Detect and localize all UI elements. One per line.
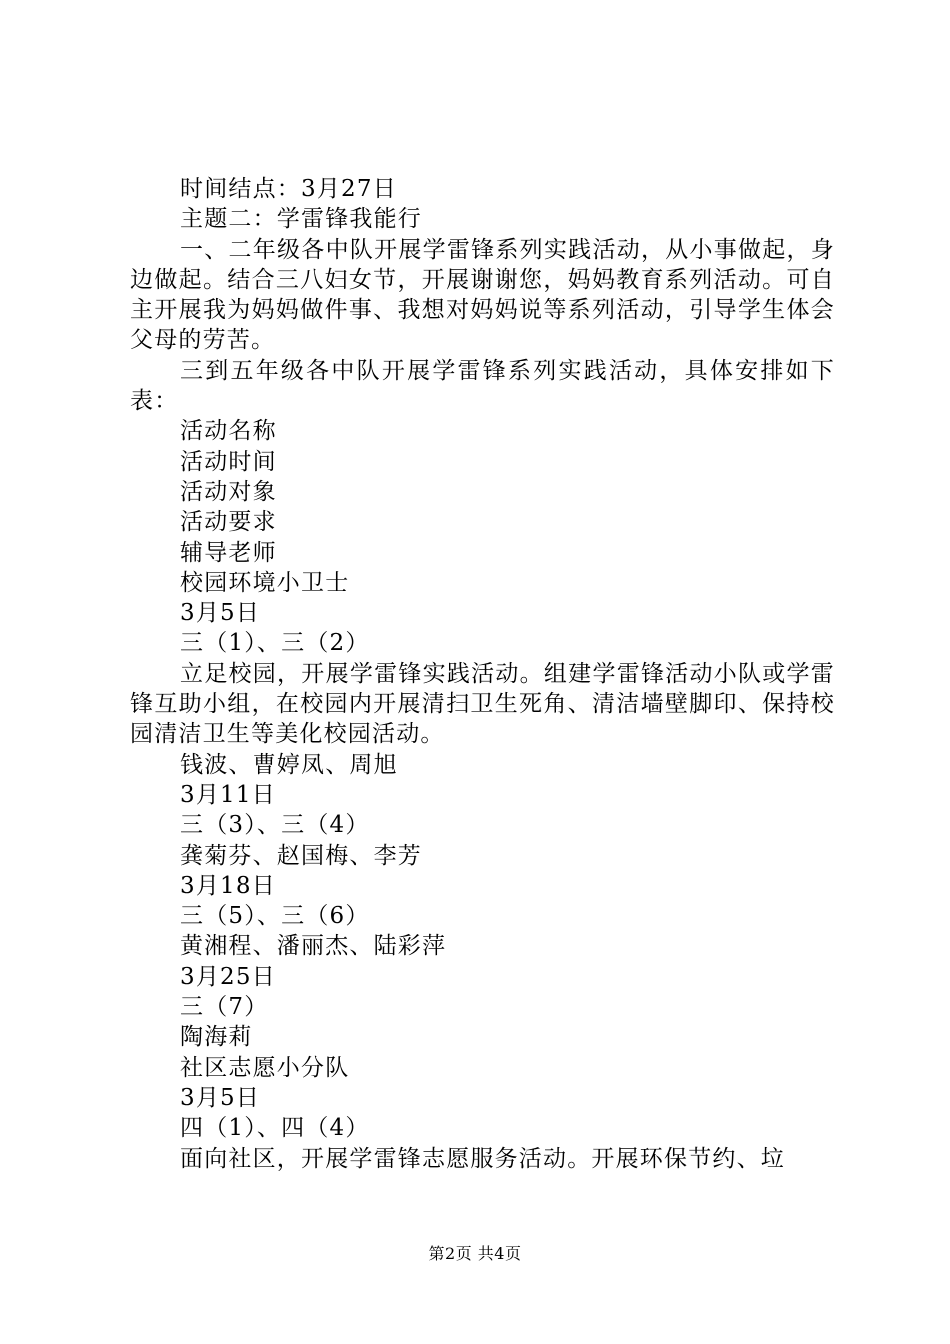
table-cell-date: 3月5日	[180, 1084, 261, 1111]
table-header-activity-time: 活动时间	[180, 448, 277, 475]
table-cell-requirement: 立足校园，开展学雷锋实践活动。组建学雷锋活动小队或学雷锋互助小组，在校园内开展清扫卫生死角、清洁墙壁脚印、保持校园清洁卫生等美化校园活动。	[130, 660, 835, 748]
paragraph-grades-three-five: 三到五年级各中队开展学雷锋系列实践活动，具体安排如下表：	[130, 357, 835, 415]
paragraph-theme-two: 主题二：学雷锋我能行	[180, 206, 422, 233]
table-cell-classes: 三（3）、三（4）	[180, 812, 370, 839]
document-body	[130, 174, 835, 1174]
table-cell-date: 3月11日	[180, 781, 276, 808]
paragraph-time-node: 时间结点：3月27日	[180, 176, 397, 202]
table-cell-activity-name: 社区志愿小分队	[180, 1054, 350, 1081]
table-cell-teachers: 龚菊芬、赵国梅、李芳	[180, 842, 422, 869]
table-cell-date: 3月5日	[180, 600, 261, 627]
page-footer	[0, 1243, 950, 1265]
table-cell-teachers: 黄湘程、潘丽杰、陆彩萍	[180, 933, 447, 960]
table-cell-teachers: 陶海莉	[180, 1024, 253, 1051]
table-header-teacher: 辅导老师	[180, 539, 277, 566]
table-header-activity-target: 活动对象	[180, 478, 277, 505]
table-cell-activity-name: 校园环境小卫士	[180, 569, 350, 596]
page-number-label: 第2页 共4页	[428, 1244, 522, 1263]
table-header-activity-requirement: 活动要求	[180, 509, 277, 536]
table-cell-classes: 三（1）、三（2）	[180, 630, 370, 657]
table-cell-classes: 三（7）	[180, 994, 269, 1021]
paragraph-grades-one-two: 一、二年级各中队开展学雷锋系列实践活动，从小事做起，身边做起。结合三八妇女节，开展谢谢您，妈妈教育系列活动。可自主开展我为妈妈做件事、我想对妈妈说等系列活动，引导学生体会父母的劳苦。	[130, 236, 835, 354]
table-cell-teachers: 钱波、曹婷凤、周旭	[180, 751, 398, 778]
table-cell-classes: 三（5）、三（6）	[180, 903, 370, 930]
table-cell-requirement: 面向社区，开展学雷锋志愿服务活动。开展环保节约、垃	[180, 1145, 785, 1172]
table-cell-date: 3月25日	[180, 963, 276, 990]
table-cell-classes: 四（1）、四（4）	[180, 1115, 370, 1142]
table-cell-date: 3月18日	[180, 872, 276, 899]
table-header-activity-name: 活动名称	[180, 418, 277, 445]
